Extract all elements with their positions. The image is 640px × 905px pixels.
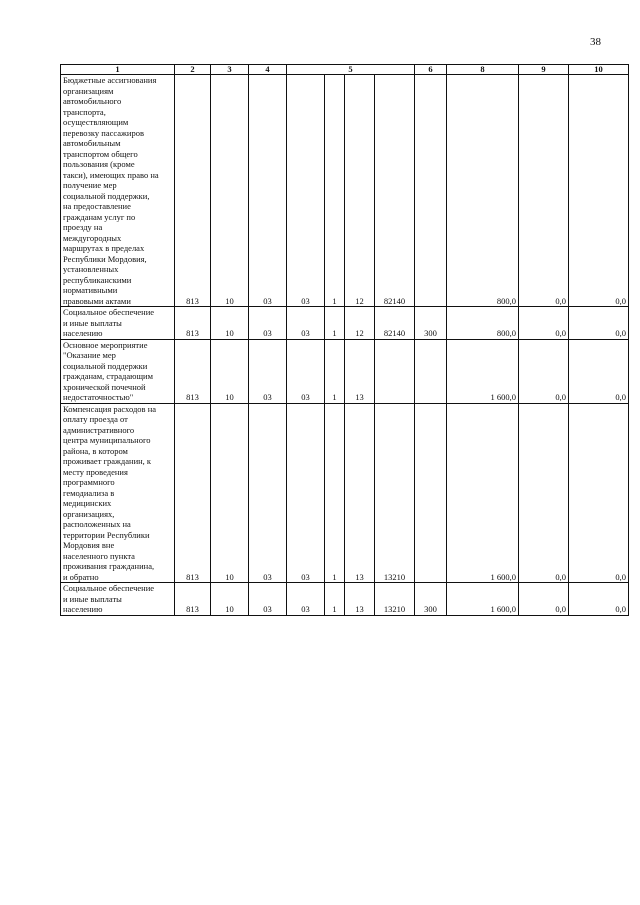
cell-col10: 0,0 bbox=[569, 307, 629, 340]
cell-col5d: 82140 bbox=[375, 307, 415, 340]
cell-col9: 0,0 bbox=[519, 403, 569, 583]
cell-col5a: 03 bbox=[287, 75, 325, 307]
cell-col5d: 82140 bbox=[375, 75, 415, 307]
cell-col10: 0,0 bbox=[569, 75, 629, 307]
cell-col4: 03 bbox=[249, 75, 287, 307]
table-row bbox=[61, 307, 629, 340]
cell-col6 bbox=[415, 75, 447, 307]
cell-col6 bbox=[415, 339, 447, 403]
cell-col4: 03 bbox=[249, 307, 287, 340]
col-header-6: 6 bbox=[415, 65, 447, 75]
cell-col5d bbox=[375, 339, 415, 403]
cell-col3: 10 bbox=[211, 339, 249, 403]
cell-col5b: 1 bbox=[325, 75, 345, 307]
page-number: 38 bbox=[590, 36, 601, 48]
cell-col8: 1 600,0 bbox=[447, 339, 519, 403]
cell-col5a: 03 bbox=[287, 307, 325, 340]
table-row bbox=[61, 403, 629, 583]
cell-col5d: 13210 bbox=[375, 583, 415, 616]
cell-col5c: 12 bbox=[345, 307, 375, 340]
cell-col10: 0,0 bbox=[569, 583, 629, 616]
col-header-8: 8 bbox=[447, 65, 519, 75]
cell-col10: 0,0 bbox=[569, 339, 629, 403]
cell-col2: 813 bbox=[175, 339, 211, 403]
cell-col3: 10 bbox=[211, 307, 249, 340]
cell-col5a: 03 bbox=[287, 403, 325, 583]
col-header-4: 4 bbox=[249, 65, 287, 75]
cell-col2: 813 bbox=[175, 75, 211, 307]
budget-table bbox=[60, 64, 629, 616]
cell-col5b: 1 bbox=[325, 403, 345, 583]
cell-col8: 800,0 bbox=[447, 307, 519, 340]
table-row bbox=[61, 583, 629, 616]
cell-col4: 03 bbox=[249, 403, 287, 583]
cell-col5a: 03 bbox=[287, 339, 325, 403]
cell-col8: 1 600,0 bbox=[447, 583, 519, 616]
cell-col9: 0,0 bbox=[519, 339, 569, 403]
cell-col5c: 13 bbox=[345, 583, 375, 616]
col-header-1: 1 bbox=[61, 65, 175, 75]
header-row bbox=[61, 65, 629, 75]
cell-col2: 813 bbox=[175, 583, 211, 616]
cell-col5c: 12 bbox=[345, 75, 375, 307]
cell-col8: 1 600,0 bbox=[447, 403, 519, 583]
col-header-5: 5 bbox=[287, 65, 415, 75]
cell-col2: 813 bbox=[175, 307, 211, 340]
cell-col6 bbox=[415, 403, 447, 583]
row-name: Бюджетные ассигнования организациям автомобильного транспорта, осуществляющим перевозку пассажиров автомобильным транспортом общего пользования (кроме такси), имеющих право на получение мер социальной поддержки, на предоставление гражданам услуг по проезду на междугородных маршрутах в пределах Республики Мордовия, установленных республиканскими нормативными правовыми актами bbox=[61, 75, 175, 307]
cell-col5b: 1 bbox=[325, 583, 345, 616]
cell-col8: 800,0 bbox=[447, 75, 519, 307]
cell-col6: 300 bbox=[415, 307, 447, 340]
cell-col9: 0,0 bbox=[519, 75, 569, 307]
table-row bbox=[61, 339, 629, 403]
table-row bbox=[61, 75, 629, 307]
cell-col9: 0,0 bbox=[519, 583, 569, 616]
cell-col2: 813 bbox=[175, 403, 211, 583]
cell-col5c: 13 bbox=[345, 403, 375, 583]
cell-col3: 10 bbox=[211, 583, 249, 616]
col-header-10: 10 bbox=[569, 65, 629, 75]
cell-col5d: 13210 bbox=[375, 403, 415, 583]
cell-col6: 300 bbox=[415, 583, 447, 616]
cell-col3: 10 bbox=[211, 75, 249, 307]
row-name: Компенсация расходов на оплату проезда от административного центра муниципального района, в котором проживает гражданин, к месту проведения программного гемодиализа в медицинских организациях, расположенных на территории Республики Мордовия вне населенного пункта проживания гражданина, и обратно bbox=[61, 403, 175, 583]
row-name: Социальное обеспечение и иные выплаты населению bbox=[61, 583, 175, 616]
col-header-9: 9 bbox=[519, 65, 569, 75]
col-header-2: 2 bbox=[175, 65, 211, 75]
cell-col9: 0,0 bbox=[519, 307, 569, 340]
cell-col10: 0,0 bbox=[569, 403, 629, 583]
cell-col5b: 1 bbox=[325, 339, 345, 403]
cell-col5b: 1 bbox=[325, 307, 345, 340]
row-name: Социальное обеспечение и иные выплаты населению bbox=[61, 307, 175, 340]
cell-col5c: 13 bbox=[345, 339, 375, 403]
cell-col5a: 03 bbox=[287, 583, 325, 616]
cell-col4: 03 bbox=[249, 339, 287, 403]
cell-col3: 10 bbox=[211, 403, 249, 583]
col-header-3: 3 bbox=[211, 65, 249, 75]
cell-col4: 03 bbox=[249, 583, 287, 616]
row-name: Основное мероприятие "Оказание мер социальной поддержки гражданам, страдающим хронической почечной недостаточностью" bbox=[61, 339, 175, 403]
